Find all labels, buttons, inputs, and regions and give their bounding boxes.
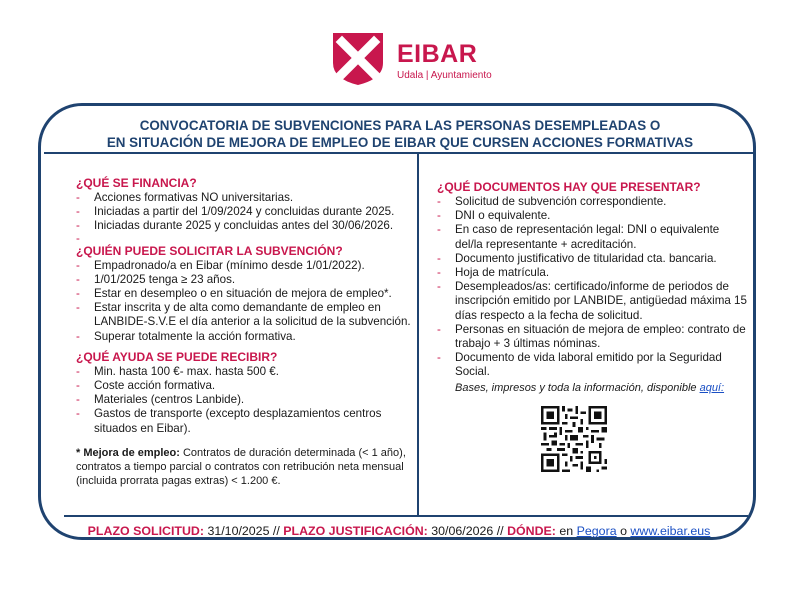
ayuda-list xyxy=(76,365,412,436)
list-item: - Coste acción formativa. xyxy=(76,379,412,393)
list-item: - Materiales (centros Lanbide). xyxy=(76,393,412,407)
donde-pre: en xyxy=(559,524,574,538)
list-item: - Iniciadas a partir del 1/09/2024 y concluidas durante 2025. xyxy=(76,205,412,219)
list-item: - En caso de representación legal: DNI o equivalente del/la representante + acreditación. xyxy=(437,223,749,251)
brand-subtitle: Udala | Ayuntamiento xyxy=(397,70,492,81)
note-label: * Mejora de empleo: xyxy=(76,446,180,459)
left-column xyxy=(76,176,412,488)
pegora-link[interactable]: Pegora xyxy=(576,524,617,538)
list-item: - 1/01/2025 tenga ≥ 23 años. xyxy=(76,273,412,287)
page-title xyxy=(50,117,750,151)
eibar-website-link[interactable]: www.eibar.eus xyxy=(630,524,711,538)
list-item: - Iniciadas durante 2025 y concluidas antes del 30/06/2026. xyxy=(76,219,412,233)
footer-divider xyxy=(64,515,748,517)
list-item: - Documento de vida laboral emitido por la Seguridad Social. xyxy=(437,351,749,379)
column-divider xyxy=(417,154,419,516)
financia-heading: ¿QUÉ SE FINANCIA? xyxy=(76,176,197,190)
donde-label: DÓNDE: xyxy=(507,524,556,538)
bases-text: Bases, impresos y toda la información, disponible xyxy=(455,381,697,394)
brand-name: EIBAR xyxy=(397,40,478,68)
documentos-heading: ¿QUÉ DOCUMENTOS HAY QUE PRESENTAR? xyxy=(437,180,701,194)
ayuda-heading: ¿QUÉ AYUDA SE PUEDE RECIBIR? xyxy=(76,349,278,364)
list-item: - Solicitud de subvención correspondiente. xyxy=(437,195,749,209)
documentos-list xyxy=(437,195,749,380)
title-line-2: EN SITUACIÓN DE MEJORA DE EMPLEO DE EIBAR QUE CURSEN ACCIONES FORMATIVAS xyxy=(106,135,694,150)
list-item: - Desempleados/as: certificado/informe de periodos de inscripción emitido por LANBIDE, antigüedad máxima 15 días respecto a la fecha de solicitud. xyxy=(437,280,749,323)
mejora-note xyxy=(76,446,412,488)
list-item: - Documento justificativo de titularidad cta. bancaria. xyxy=(437,252,749,266)
list-item: - Superar totalmente la acción formativa. xyxy=(76,330,412,344)
title-divider xyxy=(44,152,754,154)
bases-link[interactable]: aquí: xyxy=(699,381,725,394)
plazo-justificacion-label: PLAZO JUSTIFICACIÓN: xyxy=(283,524,428,538)
list-item: - Acciones formativas NO universitarias. xyxy=(76,191,412,205)
list-item: - Hoja de matrícula. xyxy=(437,266,749,280)
footer-deadlines xyxy=(44,523,754,539)
solicitar-heading: ¿QUIÉN PUEDE SOLICITAR LA SUBVENCIÓN? xyxy=(76,243,343,258)
plazo-solicitud-label: PLAZO SOLICITUD: xyxy=(87,524,204,538)
list-item: - Personas en situación de mejora de empleo: contrato de trabajo + 3 últimas nóminas. xyxy=(437,323,749,351)
stray-dash: - xyxy=(76,231,80,245)
title-line-1: CONVOCATORIA DE SUBVENCIONES PARA LAS PERSONAS DESEMPLEADAS O xyxy=(139,118,661,133)
list-item: - DNI o equivalente. xyxy=(437,209,749,223)
list-item: - Estar inscrita y de alta como demandante de empleo en LANBIDE-S.V.E el día anterior a la solicitud de la subvención. xyxy=(76,301,412,329)
plazo-justificacion-value: 30/06/2026 // xyxy=(431,524,504,538)
list-item: - Estar en desempleo o en situación de mejora de empleo*. xyxy=(76,287,412,301)
bases-info xyxy=(437,381,749,395)
donde-mid: o xyxy=(620,524,627,538)
solicitar-list xyxy=(76,259,412,344)
right-column xyxy=(437,180,749,395)
eibar-logo-icon xyxy=(333,33,383,85)
list-item: - Min. hasta 100 €- max. hasta 500 €. xyxy=(76,365,412,379)
financia-list xyxy=(76,191,412,234)
note-text: Contratos de duración determinada (< 1 año), contratos a tiempo parcial o contratos con retribución neta mensual (incluida prorrata pagas extras) < 1.200 €. xyxy=(76,446,406,487)
plazo-solicitud-value: 31/10/2025 // xyxy=(207,524,280,538)
list-item: - Gastos de transporte (excepto desplazamientos centros situados en Eibar). xyxy=(76,407,412,435)
qr-code-icon[interactable] xyxy=(541,406,607,472)
list-item: - Empadronado/a en Eibar (mínimo desde 1/01/2022). xyxy=(76,259,412,273)
